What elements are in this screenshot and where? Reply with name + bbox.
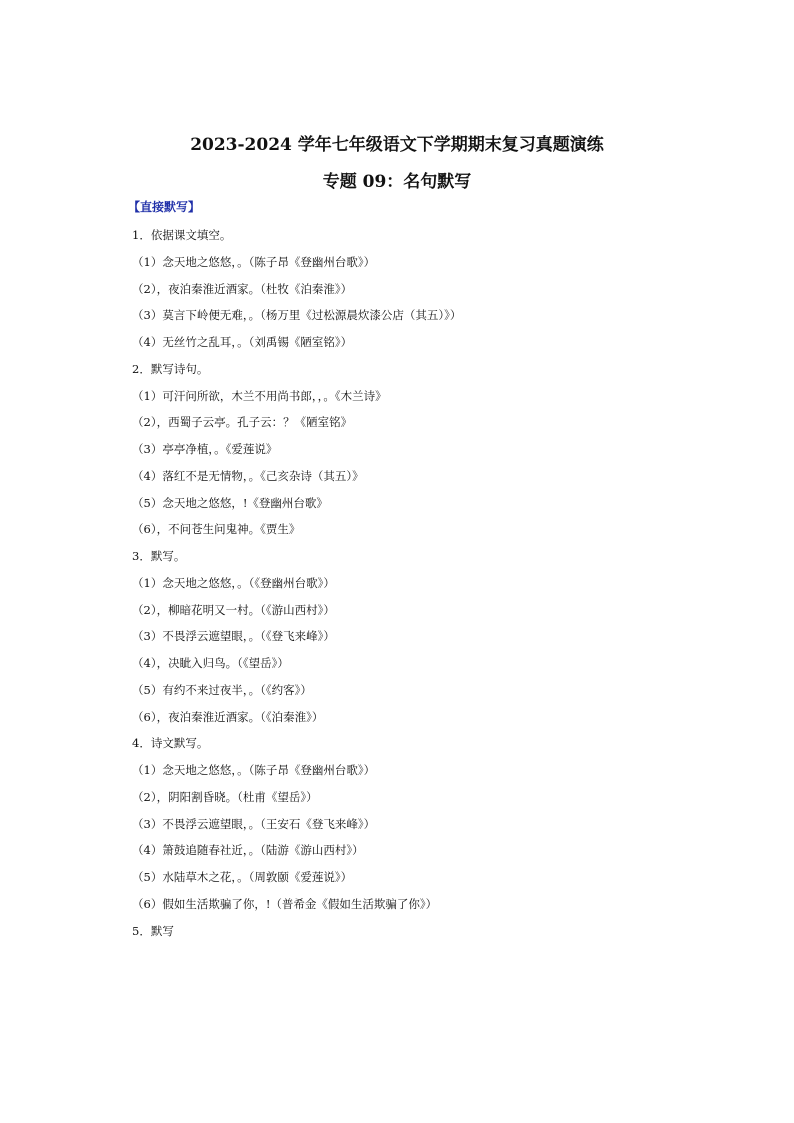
question-item: （2），西蜀子云亭。孔子云：？《陋室铭》 bbox=[132, 415, 353, 430]
question-item: （3）不畏浮云遮望眼，。（《登飞来峰》） bbox=[132, 629, 335, 644]
question-title: 3．默写。 bbox=[132, 549, 186, 563]
document-title: 2023-2024 学年七年级语文下学期期末复习真题演练 bbox=[190, 135, 604, 155]
question-item: （4）无丝竹之乱耳，。（刘禹锡《陋室铭》） bbox=[132, 335, 353, 349]
document-subtitle: 专题 09：名句默写 bbox=[322, 172, 472, 192]
question-item: （4）落红不是无情物，。《己亥杂诗（其五）》 bbox=[132, 468, 364, 483]
question-item: （6），不问苍生问鬼神。《贾生》 bbox=[132, 522, 301, 537]
question-item: （1）念天地之悠悠，。（陈子昂《登幽州台歌》） bbox=[132, 254, 376, 269]
question-item: （5）有约不来过夜半，。（《约客》） bbox=[132, 682, 312, 697]
question-title: 2．默写诗句。 bbox=[132, 361, 209, 376]
question-title: 1．依据课文填空。 bbox=[132, 228, 232, 242]
question-item: （5）水陆草木之花，。（周敦颐《爱莲说》） bbox=[132, 870, 353, 884]
question-title: 5．默写 bbox=[132, 923, 174, 938]
question-item: （1）念天地之悠悠，。（陈子昂《登幽州台歌》） bbox=[132, 763, 376, 777]
question-item: （3）不畏浮云遮望眼，。（王安石《登飞来峰》） bbox=[132, 816, 376, 831]
question-item: （6）假如生活欺骗了你，!（普希金《假如生活欺骗了你》） bbox=[132, 896, 438, 911]
question-item: （1）念天地之悠悠，。（《登幽州台歌》） bbox=[132, 575, 335, 590]
question-item: （2），阴阳割昏晓。（杜甫《望岳》） bbox=[132, 789, 318, 804]
question-item: （6），夜泊秦淮近酒家。（《泊秦淮》） bbox=[132, 709, 324, 724]
section-tag: 【直接默写】 bbox=[128, 200, 201, 214]
question-item: （2），柳暗花明又一村。（《游山西村》） bbox=[132, 602, 335, 617]
question-item: （4）箫鼓追随春社近，。（陆游《游山西村》） bbox=[132, 843, 364, 858]
question-list bbox=[132, 222, 692, 944]
question-item: （1）可汗问所欲，木兰不用尚书郎，，。《木兰诗》 bbox=[132, 388, 387, 403]
question-item: （2），夜泊秦淮近酒家。（杜牧《泊秦淮》） bbox=[132, 281, 353, 296]
question-item: （4），决眦入归鸟。（《望岳》） bbox=[132, 656, 289, 670]
question-item: （5）念天地之悠悠，!《登幽州台歌》 bbox=[132, 495, 328, 510]
question-title: 4．诗文默写。 bbox=[132, 736, 209, 751]
question-item: （3）亭亭净植，。《爱莲说》 bbox=[132, 442, 278, 456]
question-item: （3）莫言下岭便无难，。（杨万里《过松源晨炊漆公店（其五）》） bbox=[132, 308, 462, 323]
